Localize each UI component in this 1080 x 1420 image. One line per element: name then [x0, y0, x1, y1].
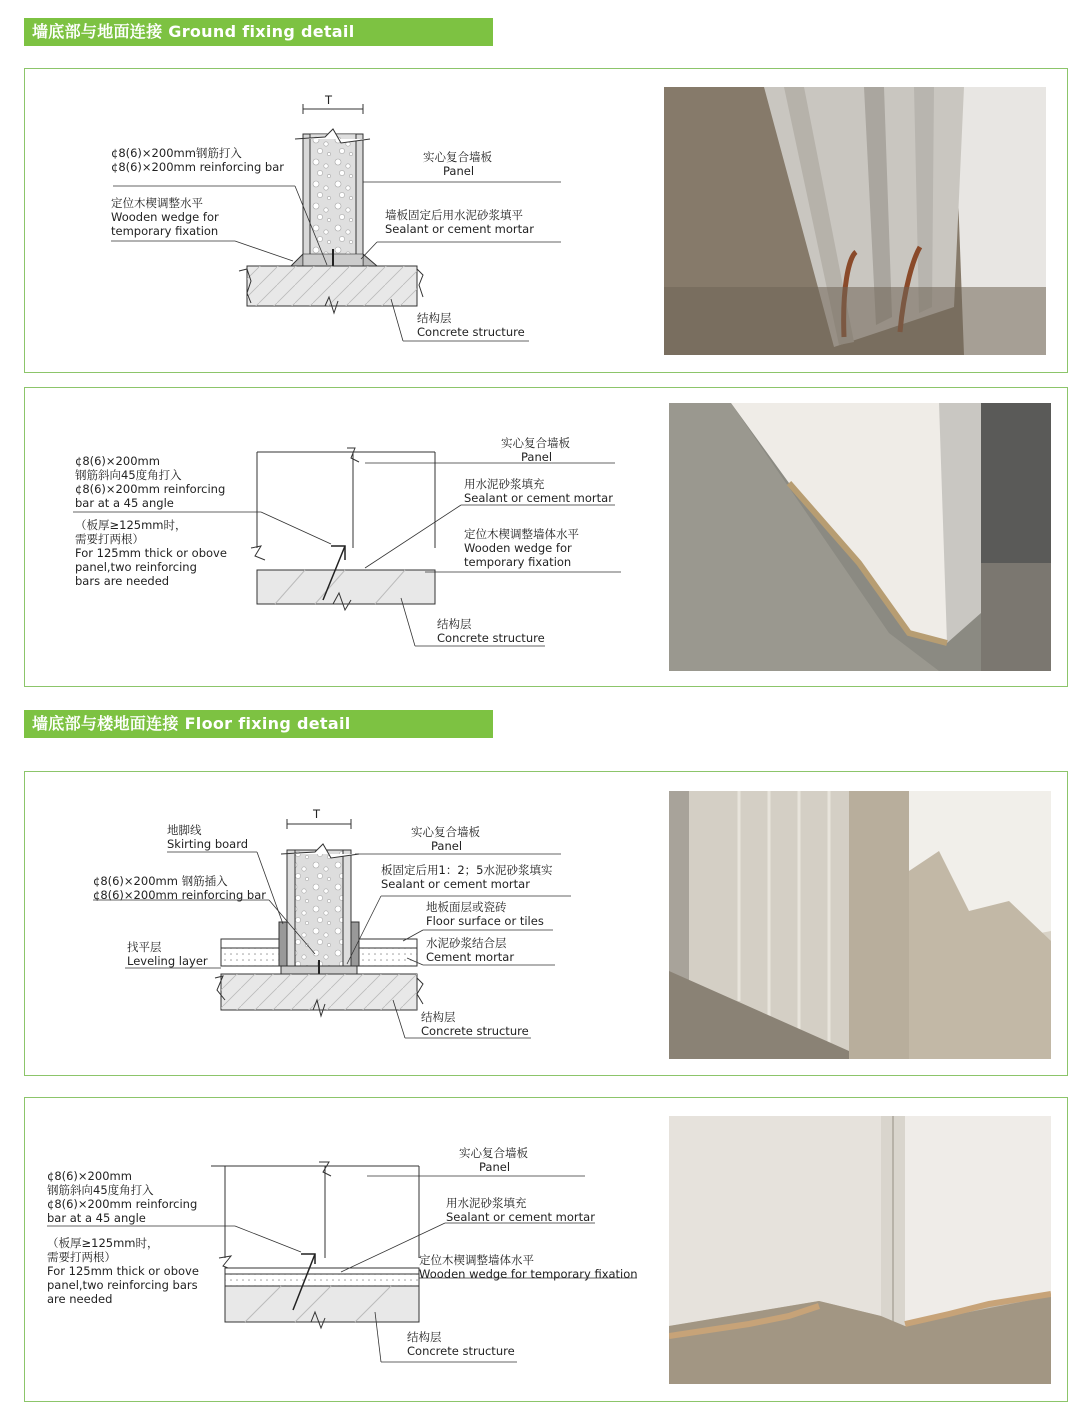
- note-label-5: bars are needed: [75, 574, 170, 588]
- sealant-label-en: Sealant or cement mortar: [385, 222, 534, 236]
- note-label-1: （板厚≥125mm时，: [47, 1236, 159, 1250]
- rebar-label-2: 钢筋斜向45度角打入: [75, 468, 182, 482]
- rebar-label-1: ¢8(6)×200mm: [75, 454, 160, 468]
- section-title-floor: 墙底部与楼地面连接 Floor fixing detail: [24, 710, 493, 738]
- concrete-label-cn: 结构层: [407, 1330, 442, 1344]
- panel-label-en: Panel: [521, 450, 553, 464]
- panel-label-en: Panel: [443, 164, 475, 178]
- note-label-3: For 125mm thick or obove: [75, 546, 227, 560]
- floor-angled-photo: [669, 1116, 1051, 1384]
- section-title-ground: 墙底部与地面连接 Ground fixing detail: [24, 18, 493, 46]
- wedge-label-en-1: Wooden wedge for: [111, 210, 219, 224]
- mortar-label-en: Cement mortar: [426, 950, 515, 964]
- concrete-label-en: Concrete structure: [417, 325, 525, 339]
- tiles-label-en: Floor surface or tiles: [426, 914, 544, 928]
- panel-label-cn: 实心复合墙板: [411, 825, 480, 839]
- note-label-1: （板厚≥125mm时，: [75, 518, 187, 532]
- skirting-label-cn: 地脚线: [167, 823, 202, 837]
- concrete-label-cn: 结构层: [417, 311, 452, 325]
- panel-floor-vertical: [24, 771, 1068, 1076]
- panel-ground-angled: [24, 387, 1068, 687]
- ground-fixing-photo: [664, 87, 1046, 355]
- rebar-label-en: ¢8(6)×200mm reinforcing bar: [111, 160, 284, 174]
- sealant-label-cn: 板固定后用1：2；5水泥砂浆填实: [381, 863, 553, 877]
- concrete-label-cn: 结构层: [437, 617, 472, 631]
- panel-ground-vertical: [24, 68, 1068, 373]
- note-label-3: For 125mm thick or obove: [47, 1264, 199, 1278]
- mortar-label-cn: 水泥砂浆结合层: [426, 936, 507, 950]
- sealant-label-en: Sealant or cement mortar: [446, 1210, 595, 1224]
- leveling-label-cn: 找平层: [127, 940, 162, 954]
- rebar-label-cn: ¢8(6)×200mm钢筋打入: [111, 146, 242, 160]
- ground-angled-photo: [669, 403, 1051, 671]
- panel-label-cn: 实心复合墙板: [501, 436, 570, 450]
- rebar-label-en: ¢8(6)×200mm reinforcing bar: [93, 888, 266, 902]
- rebar-label-1: ¢8(6)×200mm: [47, 1169, 132, 1183]
- rebar-label-3: ¢8(6)×200mm reinforcing: [75, 482, 226, 496]
- concrete-label-en: Concrete structure: [421, 1024, 529, 1038]
- sealant-label-en: Sealant or cement mortar: [464, 491, 613, 505]
- panel-label-en: Panel: [479, 1160, 511, 1174]
- panel-label-cn: 实心复合墙板: [423, 150, 492, 164]
- note-label-5: are needed: [47, 1292, 113, 1306]
- rebar-label-3: ¢8(6)×200mm reinforcing: [47, 1197, 198, 1211]
- concrete-label-en: Concrete structure: [437, 631, 545, 645]
- skirting-label-en: Skirting board: [167, 837, 249, 851]
- tiles-label-cn: 地板面层或瓷砖: [426, 900, 507, 914]
- concrete-label-cn: 结构层: [421, 1010, 456, 1024]
- rebar-label-cn: ¢8(6)×200mm 钢筋插入: [93, 874, 228, 888]
- sealant-label-en: Sealant or cement mortar: [381, 877, 530, 891]
- sealant-label-cn: 墙板固定后用水泥砂浆填平: [385, 208, 523, 222]
- wedge-label-en: Wooden wedge for temporary fixation: [419, 1267, 638, 1281]
- wedge-label-en-2: temporary fixation: [464, 555, 572, 569]
- panel-floor-angled: [24, 1097, 1068, 1402]
- t-dimension-label: T: [325, 93, 333, 107]
- rebar-label-4: bar at a 45 angle: [47, 1211, 146, 1225]
- note-label-2: 需要打两根）: [75, 532, 144, 546]
- wedge-label-cn: 定位木楔调整墙体水平: [464, 527, 579, 541]
- panel-label-cn: 实心复合墙板: [459, 1146, 528, 1160]
- concrete-label-en: Concrete structure: [407, 1344, 515, 1358]
- note-label-4: panel,two reinforcing: [75, 560, 197, 574]
- note-label-2: 需要打两根）: [47, 1250, 116, 1264]
- rebar-label-2: 钢筋斜向45度角打入: [47, 1183, 154, 1197]
- wedge-label-en-1: Wooden wedge for: [464, 541, 572, 555]
- wedge-label-cn: 定位木楔调整水平: [111, 196, 203, 210]
- t-dimension-label: T: [313, 807, 321, 821]
- floor-fixing-photo: [669, 791, 1051, 1059]
- wedge-label-en-2: temporary fixation: [111, 224, 219, 238]
- sealant-label-cn: 用水泥砂浆填充: [464, 477, 545, 491]
- note-label-4: panel,two reinforcing bars: [47, 1278, 198, 1292]
- leveling-label-en: Leveling layer: [127, 954, 208, 968]
- rebar-label-4: bar at a 45 angle: [75, 496, 174, 510]
- panel-label-en: Panel: [431, 839, 463, 853]
- wedge-label-cn: 定位木楔调整墙体水平: [419, 1253, 534, 1267]
- sealant-label-cn: 用水泥砂浆填充: [446, 1196, 527, 1210]
